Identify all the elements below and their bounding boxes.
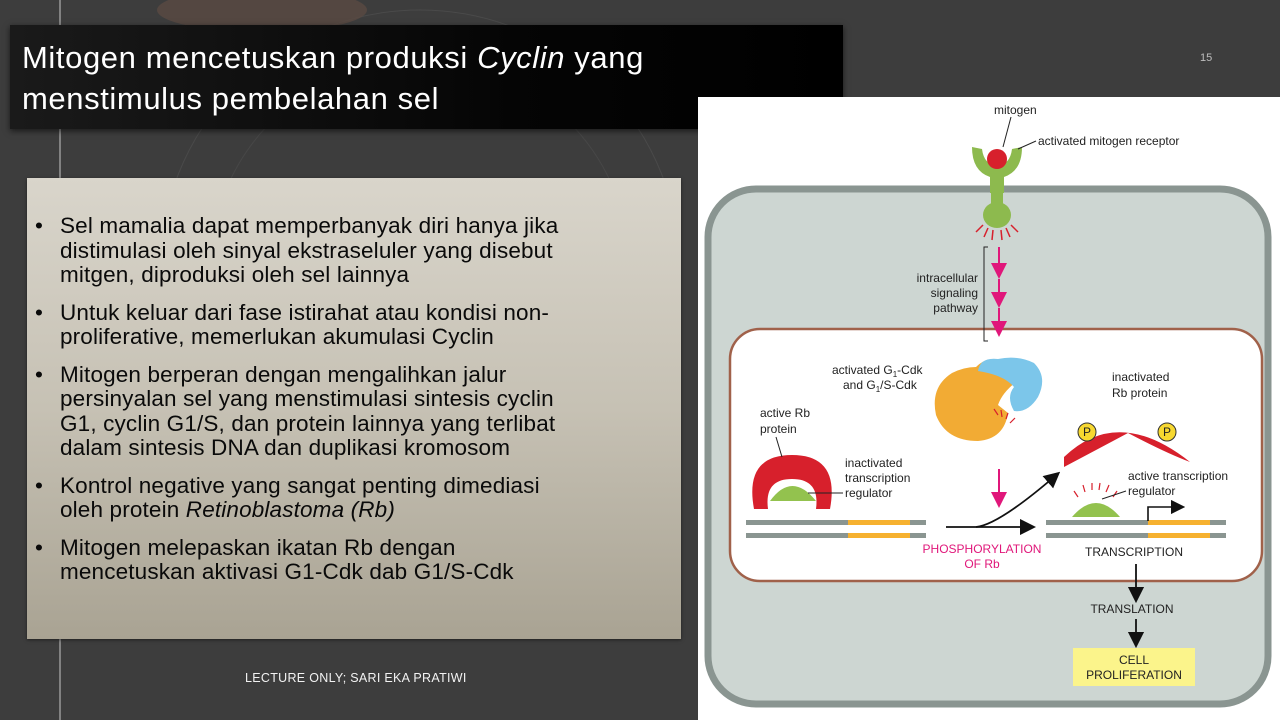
bullet-item: • Mitogen melepaskan ikatan Rb dengan mencetuskan aktivasi G1-Cdk dab G1/S-Cdk bbox=[35, 534, 514, 584]
bullet-item: • Untuk keluar dari fase istirahat atau kondisi non- proliferative, memerlukan akumulasi Cyclin bbox=[35, 299, 550, 349]
svg-text:TRANSCRIPTION: TRANSCRIPTION bbox=[1084, 545, 1184, 559]
svg-text:active transcription: active transcription bbox=[1128, 469, 1229, 483]
svg-text:Rb protein: Rb protein bbox=[1112, 386, 1168, 400]
slide-title: Mitogen mencetuskan produksi Cyclin yang menstimulus pembelahan sel bbox=[22, 40, 644, 116]
svg-text:inactivated: inactivated bbox=[1112, 370, 1170, 384]
mitogen-icon bbox=[987, 149, 1007, 169]
bullet-panel bbox=[27, 178, 681, 639]
svg-text:P: P bbox=[1162, 425, 1172, 439]
svg-text:activated mitogen receptor: activated mitogen receptor bbox=[1038, 134, 1180, 148]
svg-text:OF Rb: OF Rb bbox=[964, 557, 1000, 571]
bullet-item: • Sel mamalia dapat memperbanyak diri hanya jika distimulasi oleh sinyal ekstraseluler yang disebut mitgen, diproduksi oleh sel lainnya bbox=[35, 213, 559, 287]
bullet-list bbox=[35, 214, 665, 598]
bullet-item: • Mitogen berperan dengan mengalihkan jalur persinyalan sel yang menstimulasi sintesis cyclin G1, cyclin G1/S, dan protein lainnya yang terlibat dalam sintesis DNA dan duplikasi kromosom bbox=[35, 361, 556, 460]
slide-number: 15 bbox=[1200, 52, 1213, 64]
bullet-item: • Kontrol negative yang sangat penting dimediasi oleh protein Retinoblastoma (Rb) bbox=[35, 472, 540, 522]
svg-text:PHOSPHORYLATION: PHOSPHORYLATION bbox=[922, 542, 1042, 556]
svg-text:active Rb: active Rb bbox=[760, 406, 811, 420]
svg-text:regulator: regulator bbox=[1128, 484, 1176, 498]
svg-text:regulator: regulator bbox=[845, 486, 893, 500]
svg-text:signaling: signaling bbox=[930, 286, 978, 300]
svg-text:intracellular: intracellular bbox=[916, 271, 978, 285]
svg-text:protein: protein bbox=[760, 422, 797, 436]
svg-text:mitogen: mitogen bbox=[994, 103, 1037, 117]
svg-text:transcription: transcription bbox=[845, 471, 911, 485]
svg-text:inactivated: inactivated bbox=[845, 456, 903, 470]
svg-text:TRANSLATION: TRANSLATION bbox=[1090, 602, 1174, 616]
svg-text:CELL: CELL bbox=[1118, 653, 1150, 667]
svg-text:activated G1-Cdk: activated $G_1$-Cdk bbox=[832, 363, 923, 379]
svg-text:PROLIFERATION: PROLIFERATION bbox=[1086, 668, 1182, 682]
svg-text:P: P bbox=[1082, 425, 1092, 439]
cell-diagram bbox=[698, 97, 1280, 720]
svg-text:and G1/S-Cdk: and $G_1/S$-Cdk bbox=[843, 378, 917, 394]
svg-text:pathway: pathway bbox=[933, 301, 978, 315]
footer-credit: LECTURE ONLY; SARI EKA PRATIWI bbox=[245, 671, 467, 685]
